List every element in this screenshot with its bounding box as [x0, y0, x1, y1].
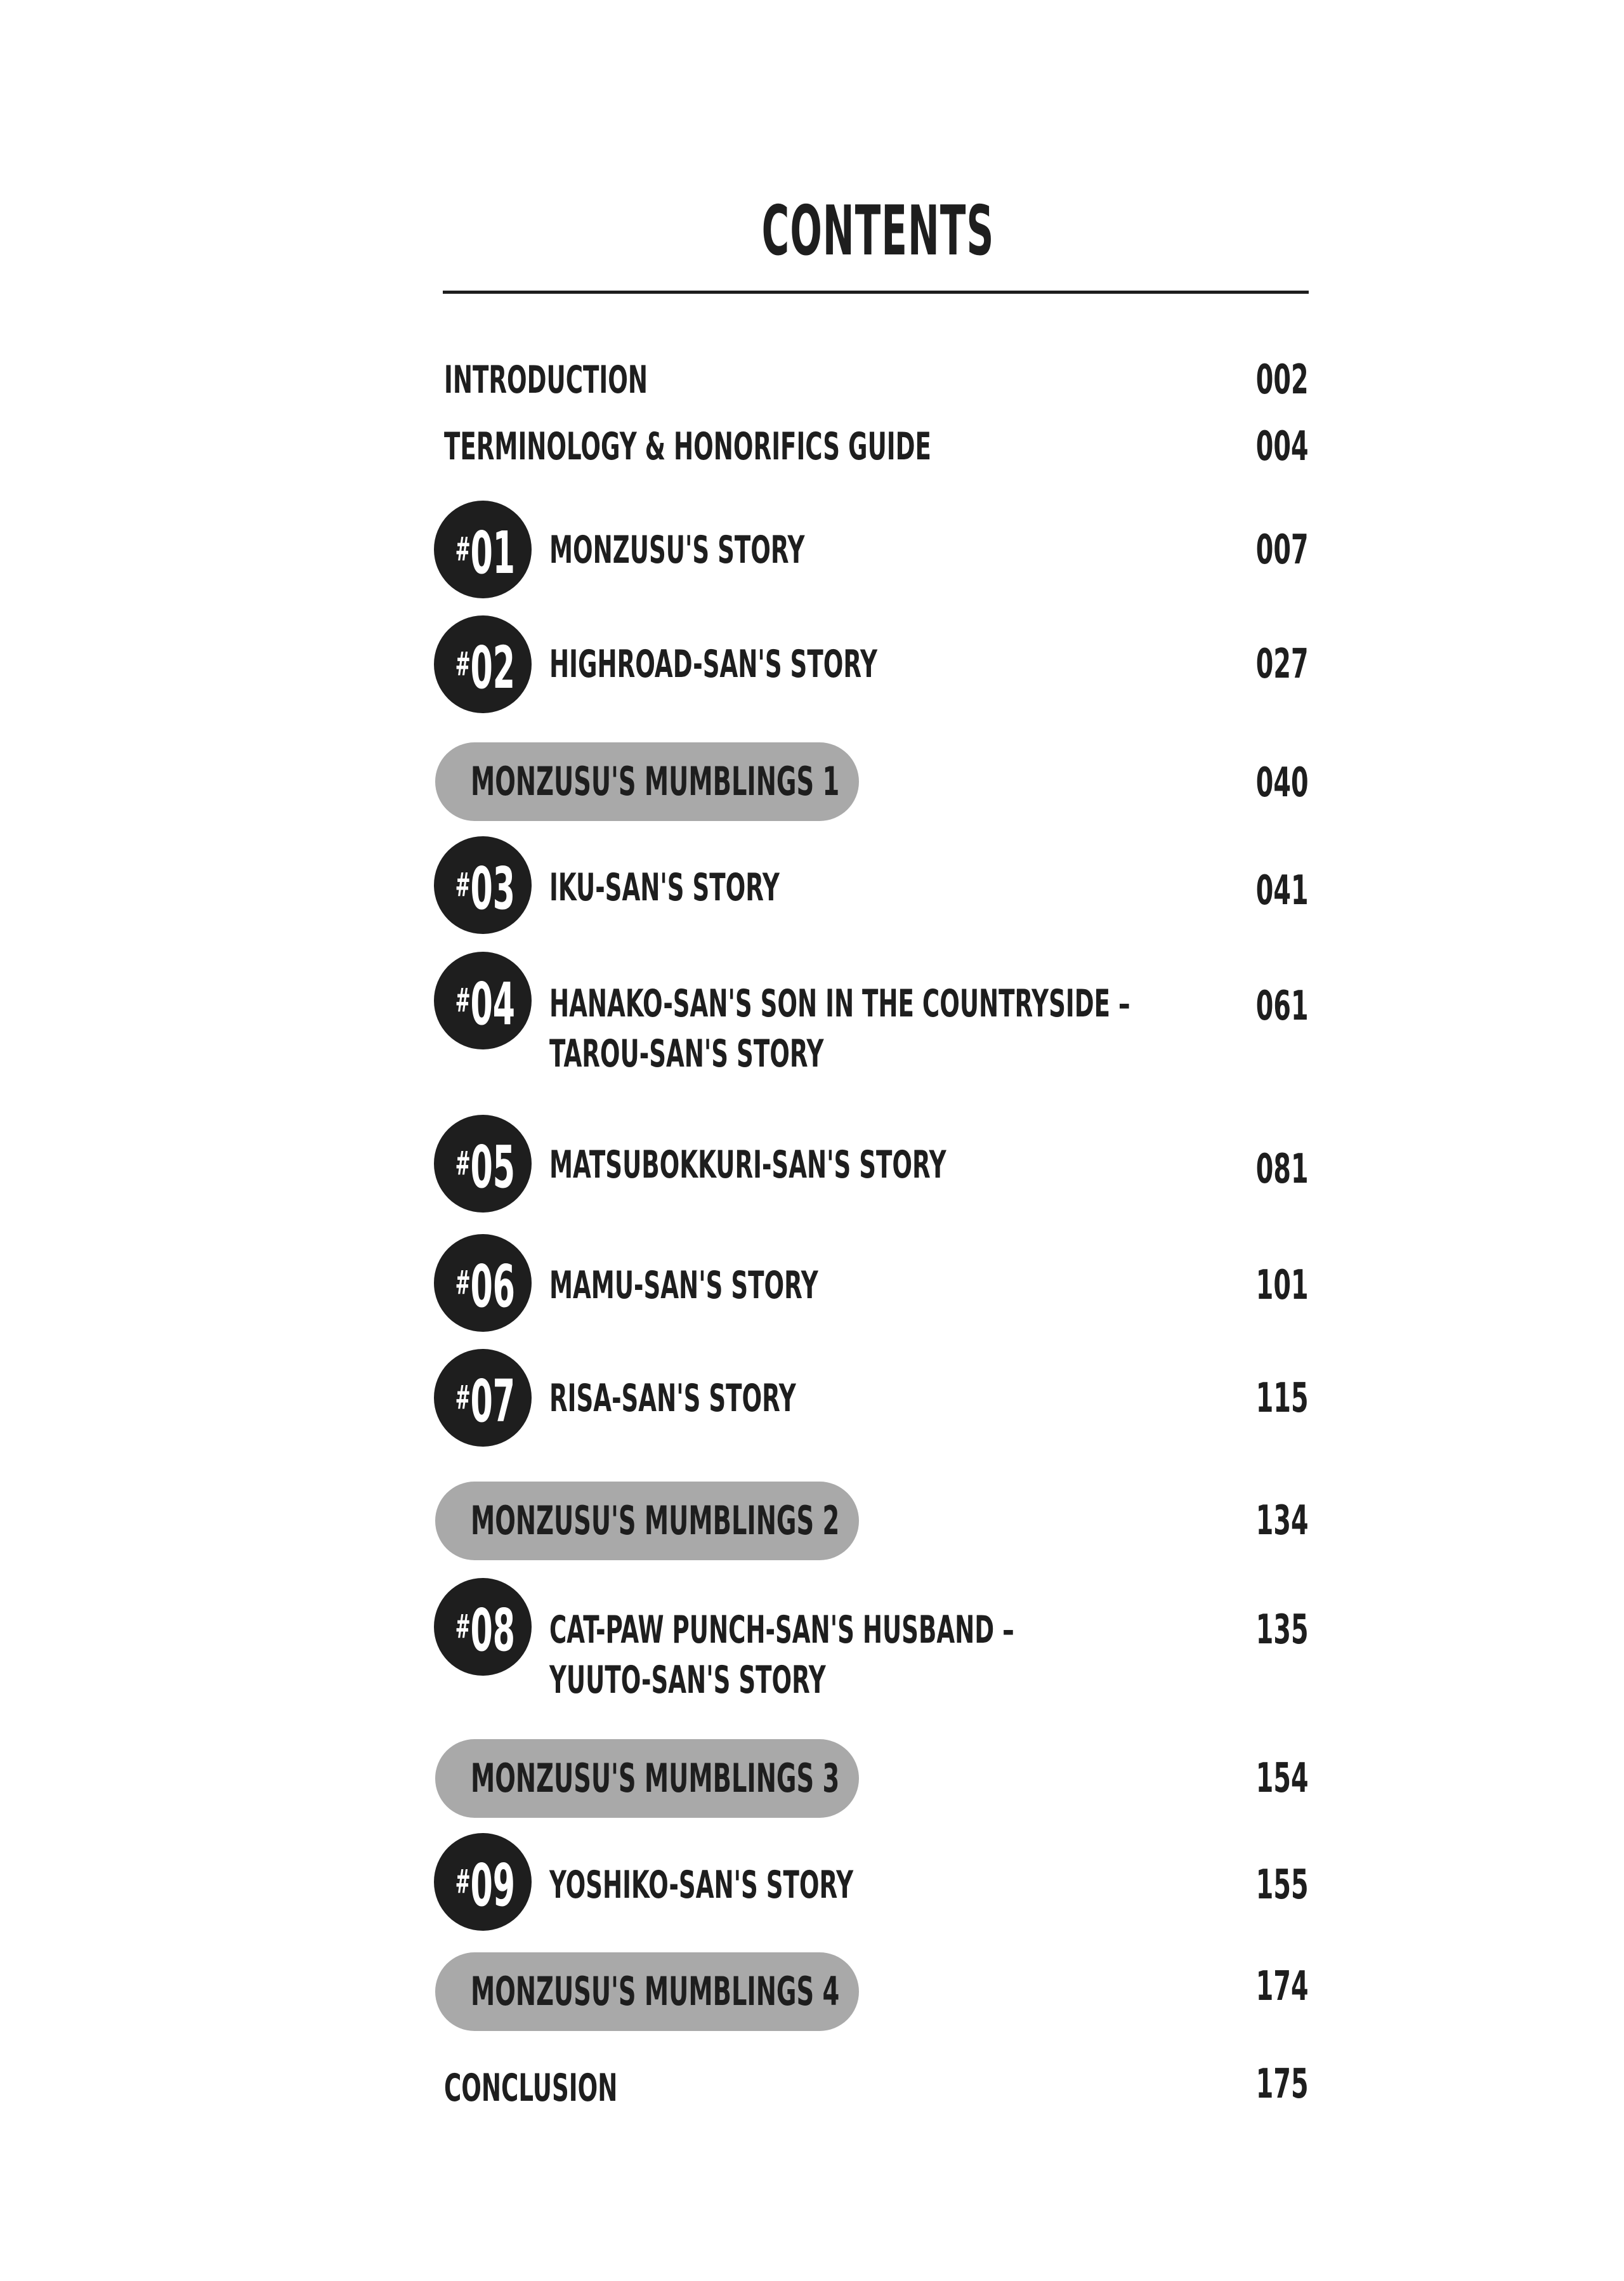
chapter-06-number: 06	[470, 1252, 516, 1320]
chapter-08-label-line2[interactable]: YUUTO-SAN'S STORY	[549, 1658, 826, 1702]
entry-introduction-label[interactable]: INTRODUCTION	[444, 358, 648, 402]
mumblings-2-label: MONZUSU'S MUMBLINGS 2	[471, 1497, 840, 1544]
mumblings-4-page: 174	[1256, 1963, 1309, 2010]
chapter-07-page: 115	[1256, 1375, 1309, 1422]
entry-terminology-label[interactable]: TERMINOLOGY & HONORIFICS GUIDE	[444, 424, 931, 469]
mumblings-1-label: MONZUSU'S MUMBLINGS 1	[471, 758, 840, 805]
chapter-07-badge	[434, 1349, 532, 1447]
mumblings-1-pill[interactable]	[435, 742, 859, 821]
mumblings-3-label: MONZUSU'S MUMBLINGS 3	[471, 1755, 840, 1801]
chapter-08-page: 135	[1256, 1607, 1309, 1653]
entry-terminology-page: 004	[1256, 423, 1309, 470]
mumblings-3-page: 154	[1256, 1755, 1309, 1802]
chapter-01-badge	[434, 501, 532, 598]
chapter-04-page: 061	[1256, 983, 1309, 1030]
hash-icon: #	[455, 866, 471, 904]
entry-conclusion-label[interactable]: CONCLUSION	[444, 2066, 618, 2110]
chapter-04-badge	[434, 952, 532, 1049]
entry-conclusion-page: 175	[1256, 2061, 1309, 2108]
chapter-02-number: 02	[470, 634, 516, 702]
mumblings-4-pill[interactable]	[435, 1952, 859, 2031]
hash-icon: #	[455, 530, 471, 569]
chapter-07-number: 07	[470, 1367, 516, 1435]
chapter-03-badge	[434, 836, 532, 934]
chapter-04-label-line1[interactable]: HANAKO-SAN'S SON IN THE COUNTRYSIDE –	[549, 982, 1130, 1026]
mumblings-2-pill[interactable]	[435, 1482, 859, 1560]
chapter-01-label[interactable]: MONZUSU'S STORY	[549, 528, 805, 572]
chapter-09-label[interactable]: YOSHIKO-SAN'S STORY	[549, 1863, 854, 1907]
chapter-02-badge	[434, 615, 532, 713]
title-rule	[443, 291, 1309, 294]
chapter-08-badge	[434, 1578, 532, 1676]
hash-icon: #	[455, 645, 471, 683]
chapter-03-number: 03	[470, 855, 516, 923]
chapter-09-number: 09	[470, 1851, 516, 1919]
chapter-01-number: 01	[470, 519, 516, 587]
chapter-07-label[interactable]: RISA-SAN'S STORY	[549, 1376, 796, 1421]
chapter-05-page: 081	[1256, 1146, 1309, 1193]
hash-icon: #	[455, 1145, 471, 1183]
hash-icon: #	[455, 1379, 471, 1417]
chapter-06-badge	[434, 1234, 532, 1332]
entry-introduction-page: 002	[1256, 357, 1309, 404]
chapter-06-label[interactable]: MAMU-SAN'S STORY	[549, 1263, 818, 1308]
hash-icon: #	[455, 1608, 471, 1646]
chapter-09-page: 155	[1256, 1862, 1309, 1909]
mumblings-3-pill[interactable]	[435, 1739, 859, 1818]
mumblings-4-label: MONZUSU'S MUMBLINGS 4	[471, 1968, 840, 2015]
chapter-09-badge	[434, 1833, 532, 1931]
mumblings-1-page: 040	[1256, 759, 1309, 806]
hash-icon: #	[455, 982, 471, 1020]
chapter-04-number: 04	[470, 970, 516, 1038]
chapter-04-label-line2[interactable]: TAROU-SAN'S STORY	[549, 1032, 824, 1076]
chapter-05-label[interactable]: MATSUBOKKURI-SAN'S STORY	[549, 1143, 946, 1187]
mumblings-2-page: 134	[1256, 1497, 1309, 1544]
chapter-02-page: 027	[1256, 641, 1309, 688]
chapter-02-label[interactable]: HIGHROAD-SAN'S STORY	[549, 642, 877, 687]
chapter-03-label[interactable]: IKU-SAN'S STORY	[549, 865, 780, 910]
chapter-03-page: 041	[1256, 867, 1309, 914]
hash-icon: #	[455, 1264, 471, 1302]
page-title: CONTENTS	[761, 192, 995, 271]
title-wrap	[0, 190, 1624, 273]
chapter-08-label-line1[interactable]: CAT-PAW PUNCH-SAN'S HUSBAND –	[549, 1608, 1014, 1652]
chapter-05-number: 05	[470, 1133, 516, 1201]
chapter-05-badge	[434, 1115, 532, 1213]
chapter-06-page: 101	[1256, 1262, 1309, 1309]
chapter-01-page: 007	[1256, 527, 1309, 574]
hash-icon: #	[455, 1863, 471, 1901]
chapter-08-number: 08	[470, 1596, 516, 1664]
